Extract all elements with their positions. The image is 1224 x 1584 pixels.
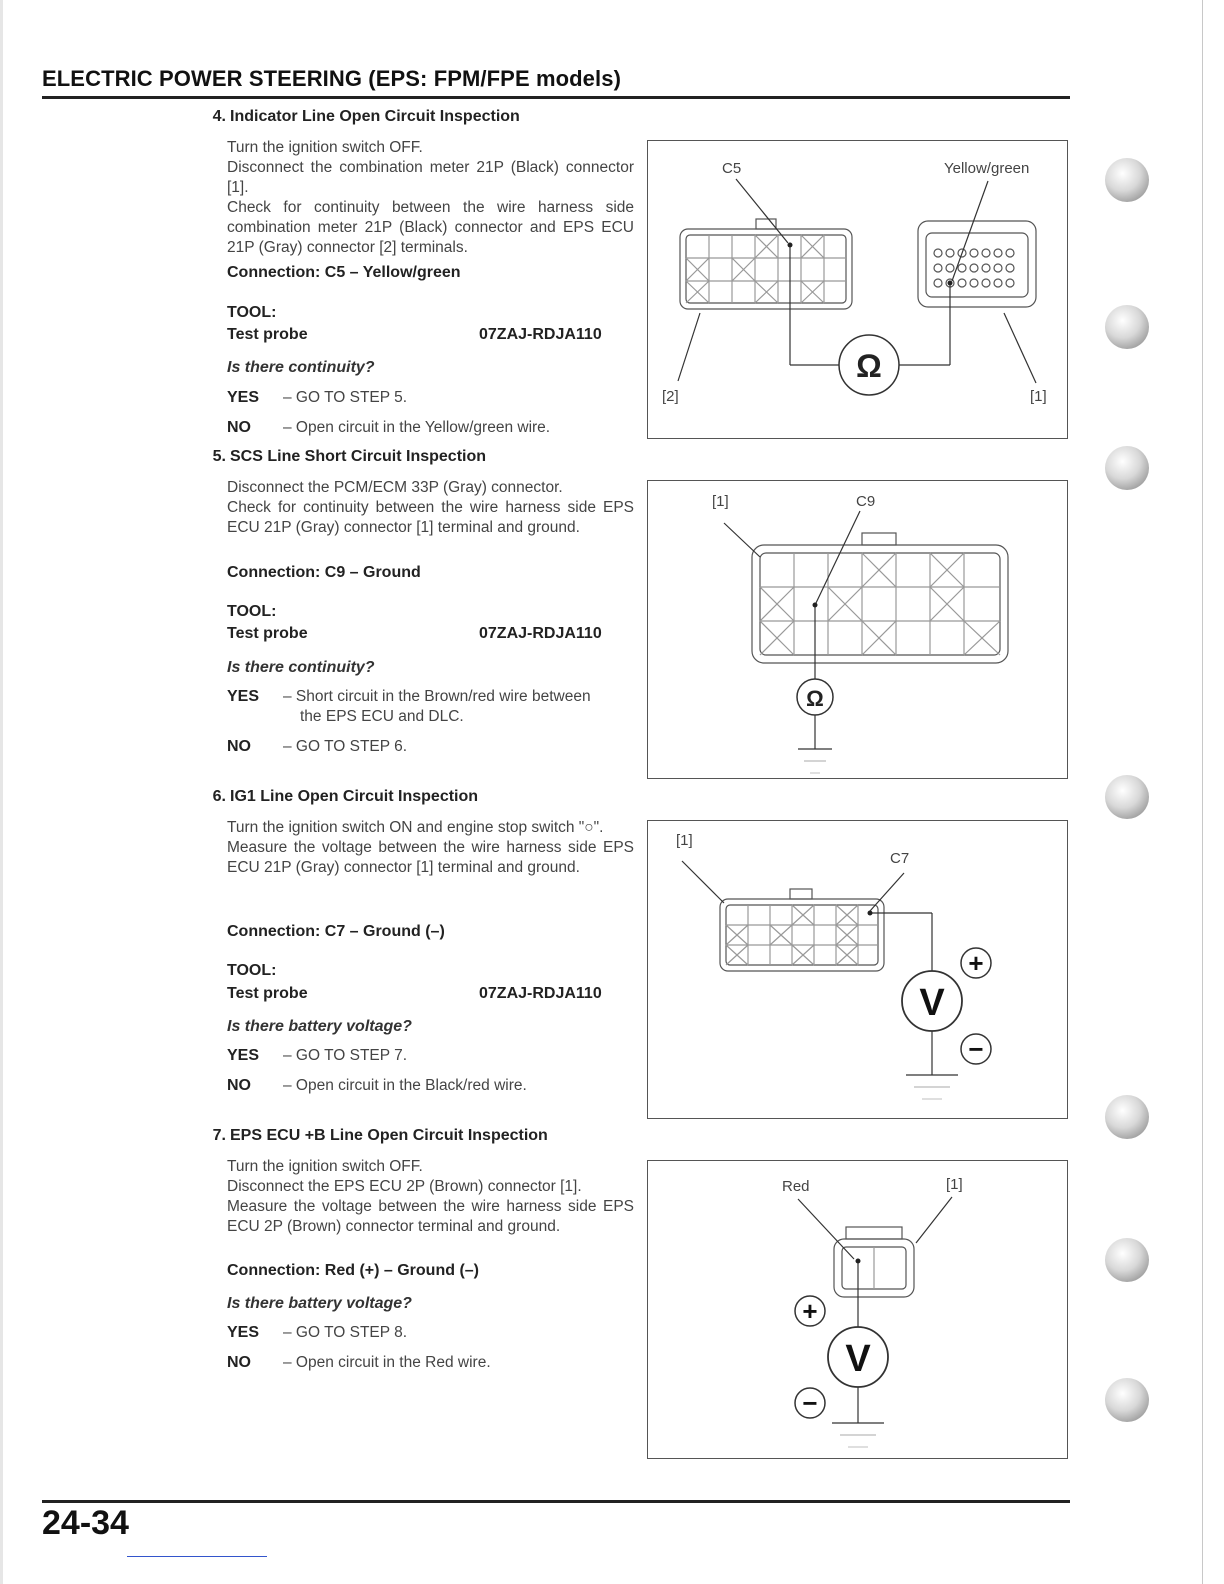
label-1: [1]: [676, 832, 693, 849]
step-5-number: 5.: [212, 448, 226, 465]
ohm-symbol: Ω: [856, 348, 882, 384]
step-6-no-text: – Open circuit in the Black/red wire.: [283, 1077, 527, 1094]
step-6-yes-row: [227, 1047, 407, 1065]
step-6-title: IG1 Line Open Circuit Inspection: [230, 788, 479, 805]
label-yellow-green: Yellow/green: [944, 160, 1030, 177]
step-7-connection: Connection: Red (+) – Ground (–): [227, 1262, 479, 1279]
figure-2-drawing: [648, 481, 1067, 778]
probe-tip: [788, 243, 793, 248]
step-7-body-line: Disconnect the EPS ECU 2P (Brown) connector [1].: [227, 1178, 582, 1195]
step-7-body-line: Turn the ignition switch OFF.: [227, 1158, 423, 1175]
label-1-pointer: [724, 523, 760, 557]
binder-hole-marker: [1105, 775, 1149, 819]
label-1-pointer: [1004, 313, 1036, 383]
label-1: [1]: [1030, 388, 1047, 405]
step-5-body-line: Check for continuity between the wire harness side EPS ECU 21P (Gray) connector [1] terminal and ground.: [227, 499, 634, 536]
step-5-connection: Connection: C9 – Ground: [227, 564, 421, 581]
footer-rule: [42, 1500, 1070, 1503]
figure-voltage-red: [647, 1160, 1068, 1459]
connector-lock-tab: [790, 889, 812, 899]
step-7-number: 7.: [212, 1127, 226, 1144]
step-5-yes-text-cont: the EPS ECU and DLC.: [300, 708, 464, 725]
page-number: 24-34: [42, 1504, 129, 1542]
figure-1-drawing: [648, 141, 1067, 438]
connector-21p-gray: [752, 545, 1008, 663]
volt-symbol: V: [919, 982, 945, 1024]
c5-pointer: [736, 179, 788, 243]
binder-hole-marker: [1105, 1095, 1149, 1139]
step-4-title: Indicator Line Open Circuit Inspection: [230, 108, 520, 125]
step-5-tool-code: 07ZAJ-RDJA110: [479, 625, 602, 642]
label-2-pointer: [678, 313, 700, 381]
c7-pointer: [870, 873, 904, 911]
step-7-body-line: Measure the voltage between the wire harness side EPS ECU 2P (Brown) connector terminal and ground.: [227, 1198, 634, 1235]
no-key: NO: [227, 1077, 251, 1094]
label-c9: C9: [856, 493, 876, 510]
step-4-body-line: Check for continuity between the wire harness side combination meter 21P (Black) connector and EPS ECU 21P (Gray) connector [2] terminals.: [227, 199, 634, 256]
label-2: [2]: [662, 388, 679, 405]
step-4-body: [227, 138, 634, 258]
c9-pointer: [816, 511, 860, 603]
step-6-no-row: [227, 1077, 527, 1095]
step-5-body: [227, 478, 634, 538]
step-7-heading: [196, 1127, 548, 1145]
binder-hole-marker: [1105, 446, 1149, 490]
step-5-body-line: Disconnect the PCM/ECM 33P (Gray) connector.: [227, 479, 563, 496]
label-c5: C5: [722, 160, 742, 177]
step-5-tool-label: TOOL:: [227, 603, 277, 620]
yes-key: YES: [227, 1324, 260, 1341]
step-4-heading: [196, 108, 520, 126]
step-5-yes-text: – Short circuit in the Brown/red wire between: [283, 688, 591, 705]
connector-lock-tab: [862, 533, 896, 545]
binder-hole-marker: [1105, 1238, 1149, 1282]
ohm-symbol: Ω: [806, 686, 824, 711]
step-5-yes-row: [227, 688, 591, 706]
scan-right-edge: [1202, 0, 1203, 1584]
step-6-question: Is there battery voltage?: [227, 1018, 412, 1035]
yes-key: YES: [227, 688, 260, 705]
minus-sign: −: [968, 1034, 984, 1064]
title-rule: [42, 96, 1070, 99]
step-5-title: SCS Line Short Circuit Inspection: [230, 448, 487, 465]
probe-tip: [856, 1259, 861, 1264]
yes-key: YES: [227, 1047, 260, 1064]
probe-tip: [813, 603, 818, 608]
step-6-body: [227, 818, 634, 878]
no-key: NO: [227, 419, 251, 436]
step-4-body-line: Disconnect the combination meter 21P (Black) connector [1].: [227, 159, 634, 196]
step-7-no-row: [227, 1354, 491, 1372]
step-4-number: 4.: [212, 108, 226, 125]
plus-sign: +: [802, 1296, 818, 1326]
connector-pins: [934, 249, 1014, 287]
yes-key: YES: [227, 389, 260, 406]
step-7-title: EPS ECU +B Line Open Circuit Inspection: [230, 1127, 548, 1144]
scan-artifact-line: [127, 1556, 267, 1557]
figure-4-drawing: [648, 1161, 1067, 1458]
label-1-pointer: [682, 861, 724, 903]
step-4-body-line: Turn the ignition switch OFF.: [227, 139, 423, 156]
step-7-question: Is there battery voltage?: [227, 1295, 412, 1312]
connector-lock-tab: [846, 1227, 902, 1239]
volt-symbol: V: [845, 1338, 871, 1380]
step-4-yes-row: [227, 389, 407, 407]
step-6-tool-code: 07ZAJ-RDJA110: [479, 985, 602, 1002]
step-6-yes-text: – GO TO STEP 7.: [283, 1047, 408, 1064]
step-4-tool-label: TOOL:: [227, 304, 277, 321]
probe-tip: [948, 281, 953, 286]
step-5-no-text: – GO TO STEP 6.: [283, 738, 408, 755]
step-6-body-line: Turn the ignition switch ON and engine stop switch "○".: [227, 819, 604, 836]
scan-left-edge: [0, 0, 3, 1584]
step-4-no-row: [227, 419, 550, 437]
figure-continuity-c5: [647, 140, 1068, 439]
connector-21p-gray: [720, 899, 884, 971]
binder-hole-marker: [1105, 1378, 1149, 1422]
probe-tip: [868, 911, 873, 916]
figure-continuity-c9: [647, 480, 1068, 779]
no-key: NO: [227, 1354, 251, 1371]
binder-hole-marker: [1105, 305, 1149, 349]
step-6-number: 6.: [212, 788, 226, 805]
step-4-yes-text: – GO TO STEP 5.: [283, 389, 408, 406]
figure-3-drawing: [648, 821, 1067, 1118]
step-4-connection: Connection: C5 – Yellow/green: [227, 264, 461, 281]
step-6-body-line: Measure the voltage between the wire harness side EPS ECU 21P (Gray) connector [1] terminal and ground.: [227, 839, 634, 876]
plus-sign: +: [968, 948, 984, 978]
step-6-tool-label: TOOL:: [227, 962, 277, 979]
label-1-pointer: [916, 1197, 952, 1243]
step-6-tool-name: Test probe: [227, 985, 308, 1002]
label-1: [1]: [712, 493, 729, 510]
step-6-connection: Connection: C7 – Ground (–): [227, 923, 445, 940]
step-4-tool-name: Test probe: [227, 326, 308, 343]
step-7-yes-row: [227, 1324, 407, 1342]
step-4-question: Is there continuity?: [227, 359, 375, 376]
minus-sign: −: [802, 1388, 818, 1418]
figure-voltage-c7: [647, 820, 1068, 1119]
step-4-no-text: – Open circuit in the Yellow/green wire.: [283, 419, 551, 436]
label-c7: C7: [890, 850, 910, 867]
connector-21p-gray: [680, 229, 852, 309]
step-5-heading: [196, 448, 486, 466]
step-4-tool-code: 07ZAJ-RDJA110: [479, 326, 602, 343]
page-title: ELECTRIC POWER STEERING (EPS: FPM/FPE models): [42, 66, 621, 91]
step-5-tool-name: Test probe: [227, 625, 308, 642]
binder-hole-marker: [1105, 158, 1149, 202]
step-6-heading: [196, 788, 478, 806]
step-7-yes-text: – GO TO STEP 8.: [283, 1324, 408, 1341]
label-red: Red: [782, 1178, 810, 1195]
no-key: NO: [227, 738, 251, 755]
step-7-body: [227, 1157, 634, 1237]
connector-21p-black: [918, 221, 1036, 307]
step-5-question: Is there continuity?: [227, 659, 375, 676]
step-5-no-row: [227, 738, 407, 756]
step-7-no-text: – Open circuit in the Red wire.: [283, 1354, 491, 1371]
label-1: [1]: [946, 1176, 963, 1193]
